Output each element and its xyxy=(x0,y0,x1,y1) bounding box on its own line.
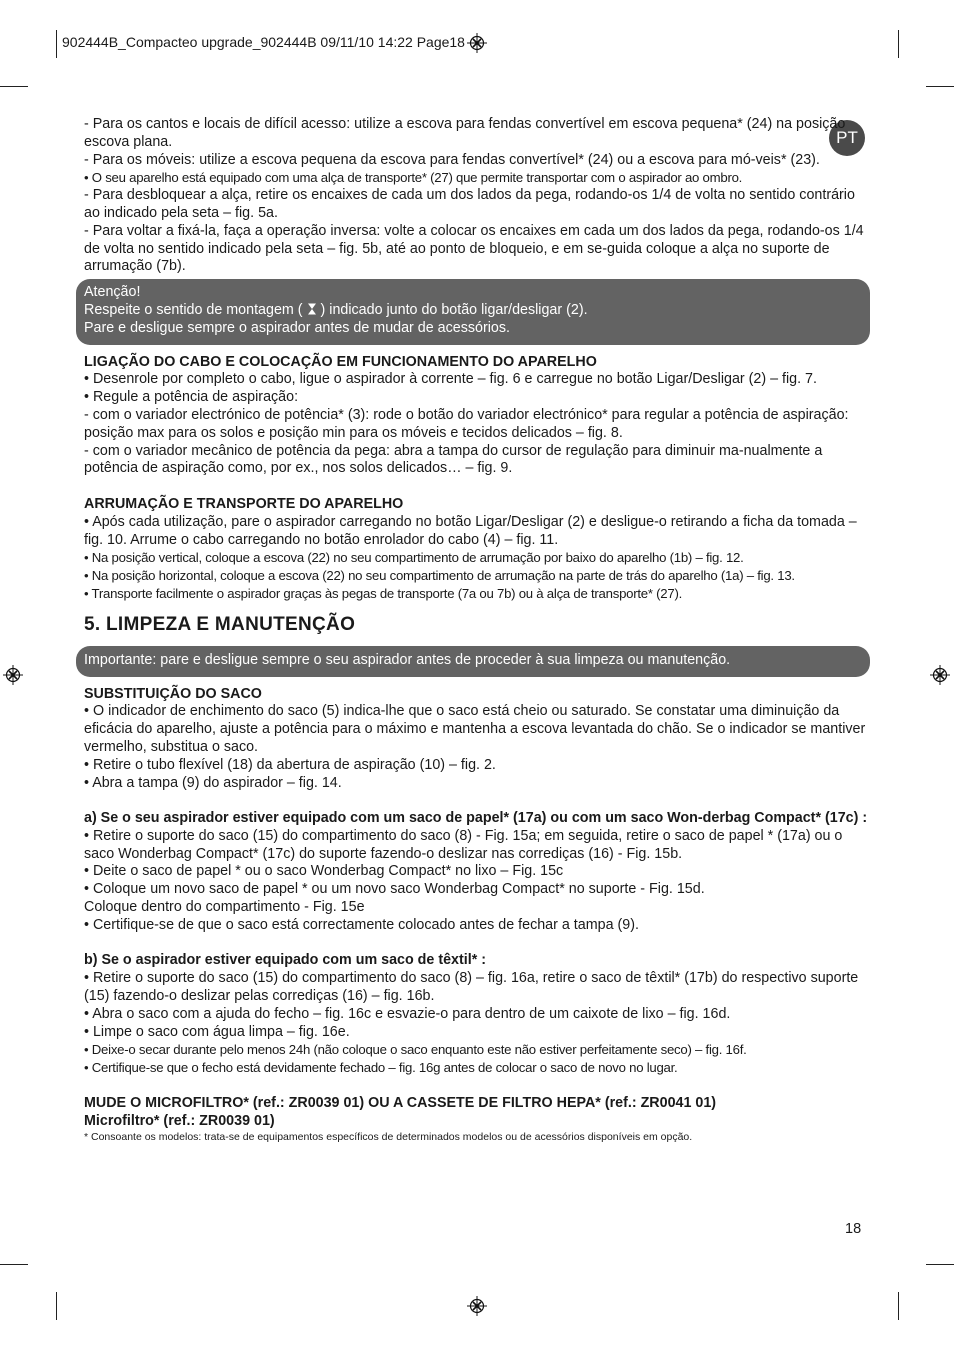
attention-notice xyxy=(76,279,870,344)
paragraph: - com o variador mecânico de potência da pega: abra a tampa do cursor de regulação para diminuir ma-nualmente a potência de aspiração como, por ex., nos solos delicados… – fig. 9. xyxy=(84,442,823,477)
paragraph: • Transporte facilmente o aspirador graças às pegas de transporte (7a ou 7b) ou à alça de transporte* (27). xyxy=(84,585,683,601)
paragraph: • Deite o saco de papel * ou o saco Wonderbag Compact* no lixo – Fig. 15c xyxy=(84,863,564,880)
paragraph: - Para desbloquear a alça, retire os encaixes de cada um dos lados da pega, rodando-os 1/4 de volta no sentido contrário ao indicado pela seta – fig. 5a. xyxy=(84,187,855,221)
paragraph: • Limpe o saco com água limpa – fig. 16e. xyxy=(84,1023,350,1040)
notice-line: Pare e desligue sempre o aspirador antes de mudar de acessórios. xyxy=(84,319,510,336)
language-badge: PT xyxy=(829,120,865,156)
registration-mark-icon xyxy=(3,665,23,685)
crop-mark xyxy=(0,1264,28,1265)
storage-section xyxy=(84,514,868,603)
paper-bag-section xyxy=(84,828,868,935)
section-heading: ARRUMAÇÃO E TRANSPORTE DO APARELHO xyxy=(84,495,404,512)
crop-mark xyxy=(56,1292,57,1320)
important-notice: Importante: pare e desligue sempre o seu aspirador antes de proceder à sua limpeza ou manutenção. xyxy=(76,646,870,677)
crop-mark xyxy=(898,30,899,58)
section-heading: MUDE O MICROFILTRO* (ref.: ZR0039 01) OU A CASSETE DE FILTRO HEPA* (ref.: ZR0041 01) xyxy=(84,1094,717,1111)
textile-bag-section xyxy=(84,970,868,1077)
print-slug: 902444B_Compacteo upgrade_902444B 09/11/10 14:22 Page18 xyxy=(62,34,465,50)
paragraph: • O seu aparelho está equipado com uma alça de transporte* (27) que permite transportar com o aspirador ao ombro. xyxy=(84,170,743,186)
section-subheading: Microfiltro* (ref.: ZR0039 01) xyxy=(84,1112,275,1129)
notice-line xyxy=(84,302,862,320)
paragraph: - com o variador electrónico de potência* (3): rode o botão do variador electrónico* para regular a potência de aspiração: posição max para os solos e posição min para os móveis e tecidos delicados – fig. 8. xyxy=(84,406,849,441)
intro-block xyxy=(84,116,868,276)
crop-mark xyxy=(926,86,954,87)
registration-mark-icon xyxy=(930,665,950,685)
paragraph: • Retire o suporte do saco (15) do compartimento do saco (8) – fig. 16a, retire o saco de têxtil* (17b) do respectivo suporte (15) fazendo-o deslizar pelas corrediças (16) – fig. 16b. xyxy=(84,970,859,1005)
crop-mark xyxy=(898,1292,899,1320)
paragraph: • Após cada utilização, pare o aspirador carregando no botão Ligar/Desligar (2) e desligue-o retirando a ficha da tomada – fig. 10. Arrume o cabo carregando no botão enrolador do cabo (4) – fig. 11. xyxy=(84,513,857,548)
cable-section xyxy=(84,371,868,478)
notice-title: Atenção! xyxy=(84,284,141,301)
paragraph: • O indicador de enchimento do saco (5) indica-lhe que o saco está cheio ou saturado. Se constatar uma diminuição da eficácia do aparelho, ajuste a potência para o máximo e mantenha a escova levantada do chão. Se o indicador se mantiver vermelho, substitua o saco. xyxy=(84,703,866,755)
registration-mark-icon xyxy=(467,33,487,53)
notice-text: Respeite o sentido de montagem ( xyxy=(84,301,303,318)
paragraph: • Certifique-se de que o saco está correctamente colocado antes de fechar a tampa (9). xyxy=(84,916,639,933)
paragraph: • Abra o saco com a ajuda do fecho – fig. 16c e esvazie-o para dentro de um caixote de lixo – fig. 16d. xyxy=(84,1005,731,1022)
page-number: 18 xyxy=(845,1221,862,1237)
paragraph: • Abra a tampa (9) do aspirador – fig. 14. xyxy=(84,774,342,791)
paragraph: • Coloque um novo saco de papel * ou um novo saco Wonderbag Compact* no suporte - Fig. 15d. xyxy=(84,881,705,898)
paragraph: - Para voltar a fixá-la, faça a operação inversa: volte a colocar os encaixes em cada um dos lados da pega, rodando-os 1/4 de volta no sentido indicado pela seta – fig. 5b, até ao ponto de bloqueio, e em se-guida coloque a alça no suporte de arrumação (7b). xyxy=(84,222,864,275)
paragraph: • Na posição horizontal, coloque a escova (22) no seu compartimento de arrumação na parte de trás do aparelho (1a) – fig. 13. xyxy=(84,568,795,584)
paragraph: • Desenrole por completo o cabo, ligue o aspirador à corrente – fig. 6 e carregue no botão Ligar/Desligar (2) – fig. 7. xyxy=(84,371,817,388)
crop-mark xyxy=(56,30,57,58)
paragraph: - Para os móveis: utilize a escova pequena da escova para fendas convertível* (24) ou a escova para mó-veis* (23). xyxy=(84,151,820,168)
section-heading: b) Se o aspirador estiver equipado com um saco de têxtil* : xyxy=(84,952,487,969)
page-content xyxy=(84,116,868,1144)
notice-text: ) indicado junto do botão ligar/desligar (2). xyxy=(320,301,588,318)
paragraph: • Retire o tubo flexível (18) da abertura de aspiração (10) – fig. 2. xyxy=(84,756,496,773)
paragraph: • Regule a potência de aspiração: xyxy=(84,389,299,406)
section5-title: 5. LIMPEZA E MANUTENÇÃO xyxy=(84,613,356,635)
crop-mark xyxy=(926,1264,954,1265)
section-heading: a) Se o seu aspirador estiver equipado com um saco de papel* (17a) ou com um saco Won-derbag Compact* (17c) : xyxy=(84,810,868,827)
bag-section xyxy=(84,703,868,792)
registration-mark-icon xyxy=(467,1296,487,1316)
paragraph: • Retire o suporte do saco (15) do compartimento do saco (8) - Fig. 15a; em seguida, retire o saco de papel * (17a) ou o saco Wonderbag Compact* (17c) do suporte fazendo-o deslizar nas corrediças (16) - Fig. 15b. xyxy=(84,827,843,862)
paragraph: Coloque dentro do compartimento - Fig. 15e xyxy=(84,899,365,916)
section-heading: SUBSTITUIÇÃO DO SACO xyxy=(84,685,262,702)
footnote: * Consoante os modelos: trata-se de equipamentos específicos de determinados modelos ou de acessórios disponíveis em opção. xyxy=(84,1131,693,1144)
paragraph: • Deixe-o secar durante pelo menos 24h (não coloque o saco enquanto este não estiver perfeitamente seco) – fig. 16f. xyxy=(84,1042,747,1058)
crop-mark xyxy=(0,86,28,87)
paragraph: - Para os cantos e locais de difícil acesso: utilize a escova para fendas convertível em escova pequena* (24) na posição escova plana. xyxy=(84,116,846,150)
paragraph: • Na posição vertical, coloque a escova (22) no seu compartimento de arrumação por baixo do aparelho (1b) – fig. 12. xyxy=(84,550,744,566)
hourglass-icon xyxy=(307,303,317,315)
section-heading: LIGAÇÃO DO CABO E COLOCAÇÃO EM FUNCIONAMENTO DO APARELHO xyxy=(84,353,597,370)
paragraph: • Certifique-se que o fecho está devidamente fechado – fig. 16g antes de colocar o saco de novo no lugar. xyxy=(84,1060,678,1076)
